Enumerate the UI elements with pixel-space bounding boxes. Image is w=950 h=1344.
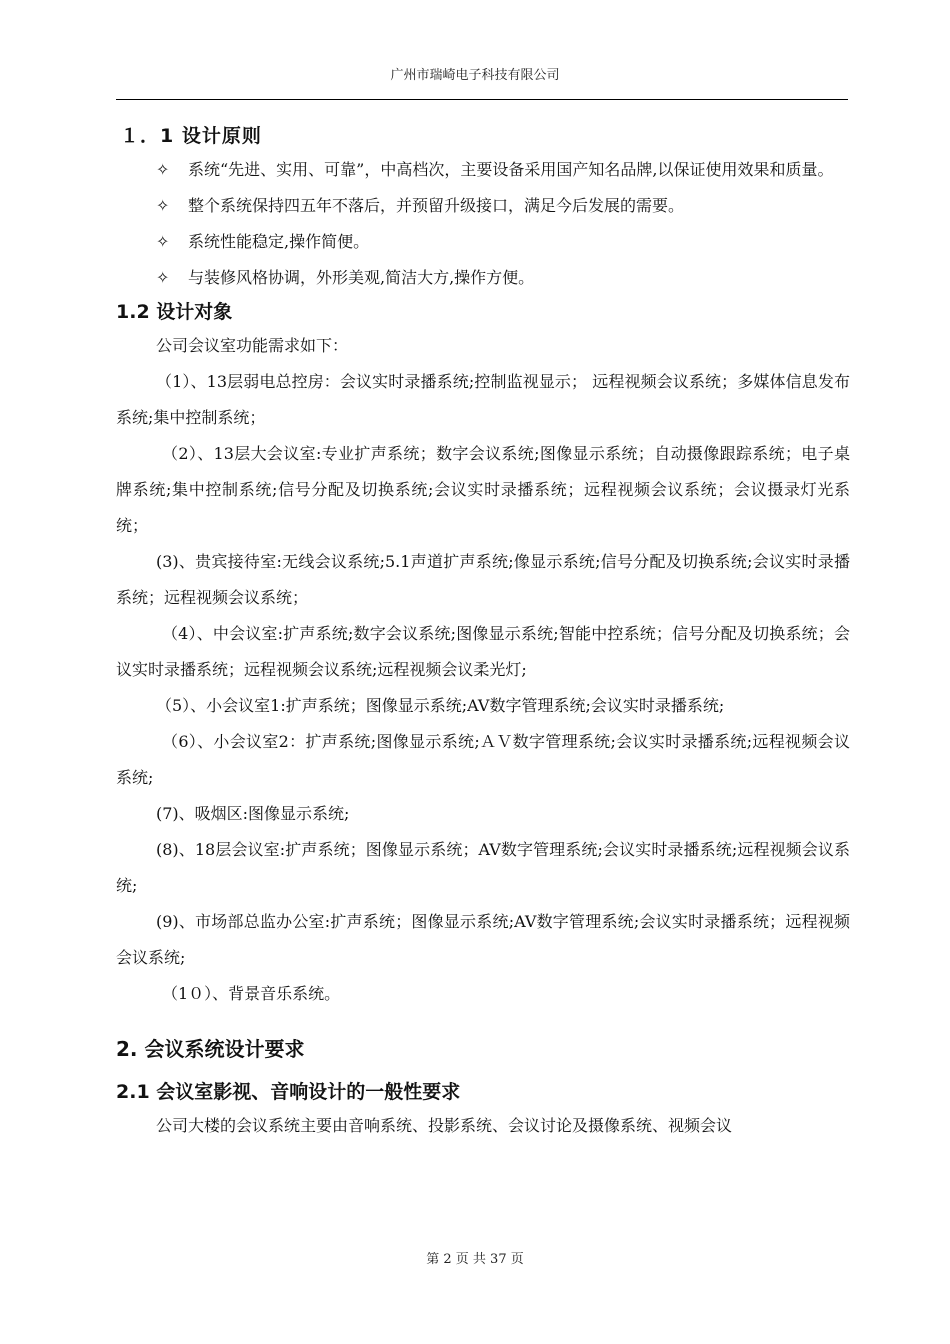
requirement-item: （2）、13层大会议室:专业扩声系统；数字会议系统;图像显示系统；自动摄像跟踪系统；电子桌牌系统;集中控制系统;信号分配及切换系统;会议实时录播系统；远程视频会议系统；会议摄录灯光系统； (116, 444, 850, 535)
requirement-item: （6）、小会议室2：扩声系统;图像显示系统;ＡＶ数字管理系统;会议实时录播系统;远程视频会议系统; (116, 732, 850, 787)
page-header: 广州市瑞崎电子科技有限公司 (390, 68, 560, 83)
requirement-item: (3)、贵宾接待室:无线会议系统;5.1声道扩声系统;像显示系统;信号分配及切换系统;会议实时录播系统；远程视频会议系统； (116, 552, 850, 607)
bullet-item (116, 260, 850, 296)
bullet-diamond-icon: ✧ (156, 268, 170, 287)
requirement-item: (9)、市场部总监办公室:扩声系统；图像显示系统;AV数字管理系统;会议实时录播系统；远程视频会议系统; (116, 912, 850, 967)
heading-1-1: １．1 设计原则 (120, 125, 262, 147)
bullet-text: 与装修风格协调，外形美观,简洁大方,操作方便。 (188, 268, 535, 287)
requirement-item: （1０）、背景音乐系统。 (162, 984, 341, 1003)
heading-1-2: 1.2 设计对象 (116, 301, 233, 323)
bullet-item (116, 224, 850, 260)
bullet-diamond-icon: ✧ (156, 196, 170, 215)
bullet-item (116, 188, 850, 224)
requirement-item: （4）、中会议室:扩声系统;数字会议系统;图像显示系统;智能中控系统；信号分配及切换系统；会议实时录播系统；远程视频会议系统;远程视频会议柔光灯; (116, 624, 850, 679)
requirement-item: (8)、18层会议室:扩声系统；图像显示系统；AV数字管理系统;会议实时录播系统;远程视频会议系统; (116, 840, 850, 895)
heading-2-1: 2.1 会议室影视、音响设计的一般性要求 (116, 1081, 461, 1103)
bullet-text: 系统性能稳定,操作简便。 (188, 232, 370, 251)
bullet-text: 系统“先进、实用、可靠”，中高档次，主要设备采用国产知名品牌,以保证使用效果和质量。 (188, 160, 834, 179)
requirement-item: （1）、13层弱电总控房：会议实时录播系统;控制监视显示； 远程视频会议系统；多媒体信息发布系统;集中控制系统； (116, 372, 850, 427)
body-paragraph: 公司大楼的会议系统主要由音响系统、投影系统、会议讨论及摄像系统、视频会议 (156, 1116, 733, 1135)
header-rule (116, 99, 848, 100)
bullet-diamond-icon: ✧ (156, 160, 170, 179)
bullet-diamond-icon: ✧ (156, 232, 170, 251)
requirement-item: （5）、小会议室1:扩声系统；图像显示系统;AV数字管理系统;会议实时录播系统; (156, 696, 725, 715)
requirement-item: (7)、吸烟区:图像显示系统; (156, 804, 350, 823)
page-footer: 第 2 页 共 37 页 (426, 1252, 524, 1267)
bullet-text: 整个系统保持四五年不落后，并预留升级接口，满足今后发展的需要。 (188, 196, 685, 215)
intro-paragraph: 公司会议室功能需求如下： (156, 336, 349, 355)
heading-2: 2. 会议系统设计要求 (116, 1037, 305, 1061)
bullet-item (116, 152, 850, 188)
document-body (116, 120, 850, 1144)
